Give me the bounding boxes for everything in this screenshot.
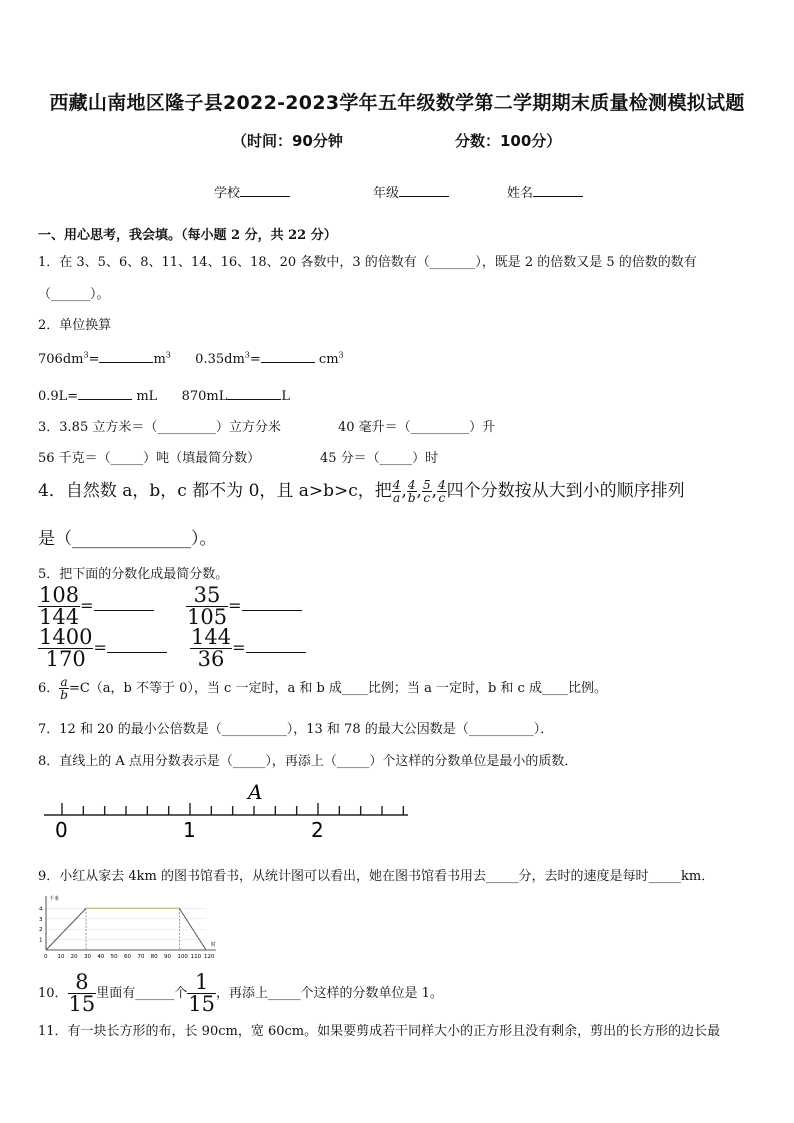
question-6: 6． $\frac{a}{b}$ =C（a，b 不等于 0），当 c 一定时，a 和 b 成____比例；当 a 一定时，b 和 c 成____比例。	[38, 675, 607, 702]
question-3-a: 3．3.85 立方米＝（_________）立方分米	[38, 420, 281, 435]
question-5-frac-3: $\frac{1400}{170}$ =	[38, 627, 167, 670]
fraction: $\frac{4}{c}$	[438, 478, 446, 505]
question-11: 11．有一块长方形的布，长 90cm，宽 60cm。如果要剪成若干同样大小的正方形且没有剩余，剪出的长方形的边长最	[38, 1024, 721, 1039]
question-5-frac-4: $\frac{144}{36}$ =	[190, 627, 306, 670]
question-4-line2: 是（______________）。	[38, 529, 217, 549]
fraction: $\frac{4}{a}$	[392, 478, 401, 505]
chart-xtick-label: 10	[57, 954, 65, 960]
question-4-line1: 4．自然数 a，b，c 都不为 0，且 a>b>c，把 $\frac{4}{a}$ , $\frac{4}{b}$ , $\frac{5}{c}$ , $\frac{4}{c}$ 四个分数按从大到小的顺序排列	[38, 478, 685, 505]
chart-ytick-label: 1	[39, 937, 43, 944]
chart-xtick-label: 120	[204, 954, 215, 960]
question-5-frac-2: $\frac{35}{105}$ =	[186, 585, 302, 628]
chart-xtick-label: 40	[97, 954, 105, 960]
score-info: 分数：100分）	[455, 132, 562, 150]
point-a-label: A	[248, 782, 263, 804]
grade-field: 年级	[373, 182, 449, 201]
tick-label-0: 0	[55, 818, 68, 842]
question-8: 8．直线上的 A 点用分数表示是（_____），再添上（_____）个这样的分数单位是最小的质数．	[38, 754, 578, 769]
chart-xtick-label: 100	[177, 954, 188, 960]
name-field: 姓名	[507, 182, 583, 201]
fraction: $\frac{5}{c}$	[422, 478, 431, 505]
chart-xtick-label: 20	[70, 954, 78, 960]
question-3-d: 45 分＝（_____）时	[320, 451, 439, 466]
question-7: 7．12 和 20 的最小公倍数是（__________），13 和 78 的最大公因数是（__________）．	[38, 722, 554, 737]
chart-ytick-label: 4	[39, 906, 43, 913]
number-line	[40, 782, 420, 842]
section-heading: 一、用心思考，我会填。（每小题 2 分，共 22 分）	[38, 228, 337, 243]
chart-xtick-label: 90	[164, 954, 171, 960]
tick-label-1: 1	[183, 818, 196, 842]
question-1-line2: （______）。	[38, 287, 110, 302]
time-info: （时间：90分钟	[232, 132, 343, 150]
chart-xtick-label: 50	[110, 954, 118, 960]
chart-xtick-label: 60	[124, 954, 131, 960]
chart-ylabel: 千米	[49, 896, 60, 902]
chart-xtick-label: 70	[137, 954, 145, 960]
chart-xlabel: 时	[211, 942, 217, 948]
chart-xtick-label: 110	[190, 954, 202, 960]
question-9: 9．小红从家去 4km 的图书馆看书，从统计图可以看出，她在图书馆看书用去_____分，去时的速度是每时_____km．	[38, 869, 715, 884]
question-2-row2: 0.9L= mL 870mL L	[38, 385, 290, 404]
fraction: $\frac{4}{b}$	[407, 478, 416, 505]
question-3-c: 56 千克＝（_____）吨（填最简分数）	[38, 451, 261, 466]
question-2-row1: $706dm^3= m^3$ $0.35dm^3= cm^3$	[38, 348, 344, 367]
chart-ytick-label: 2	[39, 927, 43, 934]
chart-xtick-label: 0	[44, 954, 48, 960]
question-3-b: 40 毫升＝（_________）升	[338, 420, 496, 435]
question-5-frac-1: $\frac{108}{144}$ =	[38, 585, 154, 628]
distance-time-chart	[36, 892, 226, 964]
chart-xtick-label: 30	[84, 954, 91, 960]
question-10: 10． $\frac{8}{15}$ 里面有______个 $\frac{1}{15}$ ，再添上_____个这样的分数单位是 1。	[38, 970, 443, 1016]
tick-label-2: 2	[311, 818, 324, 842]
page-title: 西藏山南地区隆子县2022-2023学年五年级数学第二学期期末质量检测模拟试题	[49, 92, 745, 114]
chart-ytick-label: 3	[39, 916, 43, 923]
question-2-title: 2．单位换算	[38, 318, 112, 333]
school-field: 学校	[214, 182, 290, 201]
question-1-line1: 1．在 3、5、6、8、11、14、16、18、20 各数中，3 的倍数有（_______），既是 2 的倍数又是 5 的倍数的数有	[38, 255, 697, 270]
chart-xtick-label: 80	[150, 954, 158, 960]
question-5-title: 5．把下面的分数化成最简分数。	[38, 567, 229, 582]
